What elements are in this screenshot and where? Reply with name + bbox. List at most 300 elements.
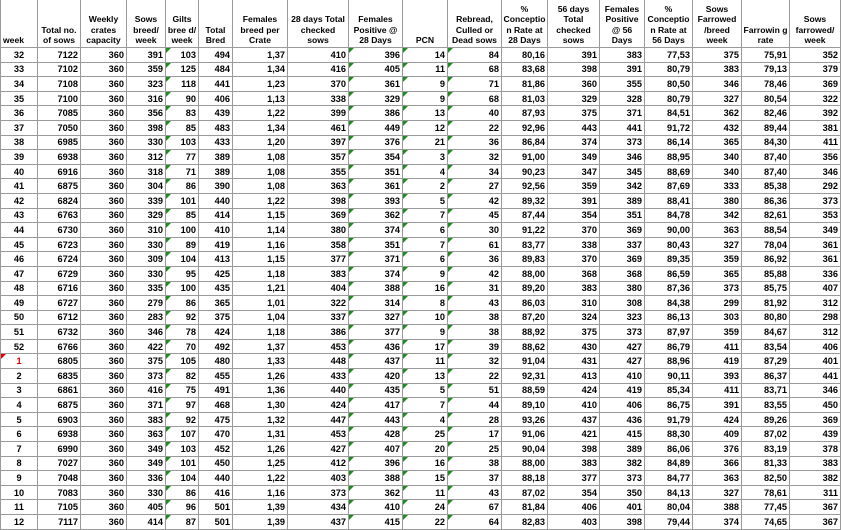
column-header[interactable]: Females breed per Crate [233,0,288,48]
table-cell[interactable]: 413 [199,252,233,267]
table-cell[interactable]: 79,13 [742,62,790,77]
table-cell[interactable]: 7108 [38,77,81,92]
table-cell[interactable]: 393 [693,369,742,384]
table-cell[interactable]: 450 [199,456,233,471]
table-cell[interactable]: 1,22 [233,106,288,121]
table-cell[interactable]: 452 [199,442,233,457]
table-cell[interactable]: 412 [288,456,349,471]
table-cell[interactable]: 322 [288,296,349,311]
table-cell[interactable]: 453 [288,339,349,354]
table-cell[interactable]: 1,16 [233,237,288,252]
table-cell[interactable]: 389 [600,193,645,208]
table-cell[interactable]: 433 [288,369,349,384]
table-cell[interactable]: 6 [403,223,448,238]
table-cell[interactable]: 31 [448,281,502,296]
table-cell[interactable]: 431 [548,354,600,369]
table-cell[interactable]: 42 [448,266,502,281]
column-header[interactable]: Total Bred [199,0,233,48]
table-cell[interactable]: 27 [448,179,502,194]
table-cell[interactable]: 7027 [38,456,81,471]
table-cell[interactable]: 389 [199,150,233,165]
table-cell[interactable]: 22 [403,515,448,530]
week-cell[interactable]: 7 [1,442,38,457]
table-cell[interactable]: 61 [448,237,502,252]
table-cell[interactable]: 311 [790,485,841,500]
table-cell[interactable]: 360 [81,398,127,413]
week-cell[interactable]: 48 [1,281,38,296]
table-cell[interactable]: 86 [166,296,199,311]
week-cell[interactable]: 37 [1,120,38,135]
table-cell[interactable]: 6 [403,252,448,267]
table-cell[interactable]: 43 [448,296,502,311]
table-cell[interactable]: 7117 [38,515,81,530]
table-cell[interactable]: 89,35 [645,252,693,267]
week-cell[interactable]: 1 [1,354,38,369]
table-cell[interactable]: 338 [548,237,600,252]
week-cell[interactable]: 9 [1,471,38,486]
table-cell[interactable]: 410 [199,223,233,238]
table-cell[interactable]: 9 [403,77,448,92]
table-cell[interactable]: 6903 [38,412,81,427]
table-cell[interactable]: 416 [288,62,349,77]
table-cell[interactable]: 88,92 [502,325,548,340]
table-cell[interactable]: 492 [199,339,233,354]
table-cell[interactable]: 346 [600,150,645,165]
table-cell[interactable]: 6729 [38,266,81,281]
table-cell[interactable]: 7105 [38,500,81,515]
table-cell[interactable]: 86,79 [645,339,693,354]
table-cell[interactable]: 80,43 [645,237,693,252]
column-header[interactable]: Gilts bree d/ week [166,0,199,48]
table-cell[interactable]: 43 [448,485,502,500]
table-cell[interactable]: 337 [600,237,645,252]
table-cell[interactable]: 413 [548,369,600,384]
column-header[interactable]: Rebread, Culled or Dead sows [448,0,502,48]
week-cell[interactable]: 42 [1,193,38,208]
table-cell[interactable]: 440 [199,471,233,486]
table-cell[interactable]: 82 [166,369,199,384]
table-cell[interactable]: 449 [349,120,403,135]
table-cell[interactable]: 20 [403,442,448,457]
table-cell[interactable]: 501 [199,500,233,515]
table-cell[interactable]: 38 [448,310,502,325]
table-cell[interactable]: 87 [166,515,199,530]
table-cell[interactable]: 7050 [38,120,81,135]
table-cell[interactable]: 78,46 [742,77,790,92]
table-cell[interactable]: 347 [548,164,600,179]
table-cell[interactable]: 360 [81,120,127,135]
table-cell[interactable]: 89,32 [502,193,548,208]
table-cell[interactable]: 369 [600,252,645,267]
table-cell[interactable]: 392 [790,106,841,121]
table-cell[interactable]: 391 [548,48,600,63]
table-cell[interactable]: 380 [600,281,645,296]
table-cell[interactable]: 10 [403,310,448,325]
table-cell[interactable]: 379 [790,62,841,77]
table-cell[interactable]: 441 [600,120,645,135]
table-cell[interactable]: 450 [790,398,841,413]
table-cell[interactable]: 375 [548,106,600,121]
table-cell[interactable]: 361 [790,252,841,267]
table-cell[interactable]: 9 [403,91,448,106]
table-cell[interactable]: 92,56 [502,179,548,194]
table-cell[interactable]: 1,30 [233,398,288,413]
table-cell[interactable]: 1,22 [233,193,288,208]
table-cell[interactable]: 360 [81,106,127,121]
table-cell[interactable]: 360 [81,223,127,238]
table-cell[interactable]: 362 [349,208,403,223]
table-cell[interactable]: 430 [548,339,600,354]
table-cell[interactable]: 349 [127,442,166,457]
table-cell[interactable]: 81,86 [502,77,548,92]
table-cell[interactable]: 77 [166,150,199,165]
table-cell[interactable]: 360 [81,266,127,281]
table-cell[interactable]: 358 [288,237,349,252]
table-cell[interactable]: 86,92 [742,252,790,267]
table-cell[interactable]: 398 [127,120,166,135]
table-cell[interactable]: 11 [403,485,448,500]
table-cell[interactable]: 420 [349,369,403,384]
table-cell[interactable]: 360 [81,369,127,384]
table-cell[interactable]: 105 [166,354,199,369]
table-cell[interactable]: 339 [127,193,166,208]
table-cell[interactable]: 6916 [38,164,81,179]
week-cell[interactable]: 36 [1,106,38,121]
table-cell[interactable]: 414 [199,208,233,223]
table-cell[interactable]: 380 [288,223,349,238]
table-cell[interactable]: 70 [166,339,199,354]
table-cell[interactable]: 125 [166,62,199,77]
table-cell[interactable]: 360 [81,383,127,398]
table-cell[interactable]: 14 [403,48,448,63]
table-cell[interactable]: 84,30 [742,135,790,150]
table-cell[interactable]: 1,37 [233,339,288,354]
table-cell[interactable]: 360 [81,252,127,267]
table-cell[interactable]: 22 [448,369,502,384]
week-cell[interactable]: 44 [1,223,38,238]
table-cell[interactable]: 453 [288,427,349,442]
table-cell[interactable]: 421 [548,427,600,442]
table-cell[interactable]: 397 [288,135,349,150]
table-cell[interactable]: 398 [548,62,600,77]
table-cell[interactable]: 336 [790,266,841,281]
table-cell[interactable]: 11 [403,62,448,77]
table-cell[interactable]: 283 [127,310,166,325]
table-cell[interactable]: 373 [790,193,841,208]
table-cell[interactable]: 88,18 [502,471,548,486]
table-cell[interactable]: 373 [600,135,645,150]
table-cell[interactable]: 32 [448,354,502,369]
table-cell[interactable]: 87,40 [742,164,790,179]
table-cell[interactable]: 1,08 [233,179,288,194]
table-cell[interactable]: 389 [600,442,645,457]
table-cell[interactable]: 398 [288,193,349,208]
table-cell[interactable]: 360 [548,77,600,92]
table-cell[interactable]: 377 [548,471,600,486]
table-cell[interactable]: 86,06 [645,442,693,457]
table-cell[interactable]: 308 [600,296,645,311]
table-cell[interactable]: 100 [166,281,199,296]
column-header[interactable]: 28 days Total checked sows [288,0,349,48]
table-cell[interactable]: 354 [548,208,600,223]
column-header[interactable]: Sows Farrowed /breed week [693,0,742,48]
table-cell[interactable]: 367 [790,500,841,515]
table-cell[interactable]: 79,44 [645,515,693,530]
table-cell[interactable]: 360 [81,193,127,208]
table-cell[interactable]: 340 [693,164,742,179]
table-cell[interactable]: 407 [349,442,403,457]
week-cell[interactable]: 45 [1,237,38,252]
table-cell[interactable]: 118 [166,77,199,92]
table-cell[interactable]: 88,00 [502,456,548,471]
table-cell[interactable]: 86,37 [742,369,790,384]
table-cell[interactable]: 101 [166,193,199,208]
table-cell[interactable]: 36 [448,252,502,267]
table-cell[interactable]: 88,30 [645,427,693,442]
table-cell[interactable]: 409 [693,427,742,442]
table-cell[interactable]: 312 [790,296,841,311]
week-cell[interactable]: 10 [1,485,38,500]
table-cell[interactable]: 87,97 [645,325,693,340]
table-cell[interactable]: 85,34 [645,383,693,398]
table-cell[interactable]: 75 [166,383,199,398]
table-cell[interactable]: 80,50 [645,77,693,92]
table-cell[interactable]: 81,33 [742,456,790,471]
table-cell[interactable]: 310 [127,223,166,238]
table-cell[interactable]: 87,93 [502,106,548,121]
week-cell[interactable]: 52 [1,339,38,354]
week-cell[interactable]: 51 [1,325,38,340]
table-cell[interactable]: 388 [349,281,403,296]
table-cell[interactable]: 1,16 [233,485,288,500]
table-cell[interactable]: 414 [127,515,166,530]
column-header[interactable]: Sows farrowed/ week [790,0,841,48]
table-cell[interactable]: 25 [403,427,448,442]
week-cell[interactable]: 5 [1,412,38,427]
table-cell[interactable]: 419 [600,383,645,398]
week-cell[interactable]: 2 [1,369,38,384]
table-cell[interactable]: 357 [288,150,349,165]
table-cell[interactable]: 360 [81,500,127,515]
table-cell[interactable]: 89 [166,237,199,252]
table-cell[interactable]: 78,61 [742,485,790,500]
table-cell[interactable]: 360 [81,91,127,106]
table-cell[interactable]: 360 [81,325,127,340]
table-cell[interactable]: 87,44 [502,208,548,223]
table-cell[interactable]: 83 [166,106,199,121]
table-cell[interactable]: 80,79 [645,91,693,106]
table-cell[interactable]: 424 [199,325,233,340]
table-cell[interactable]: 68 [448,91,502,106]
table-cell[interactable]: 103 [166,135,199,150]
column-header[interactable]: Total no. of sows [38,0,81,48]
table-cell[interactable]: 403 [288,471,349,486]
week-cell[interactable]: 3 [1,383,38,398]
table-cell[interactable]: 389 [199,164,233,179]
table-cell[interactable]: 318 [127,164,166,179]
table-cell[interactable]: 407 [790,281,841,296]
table-cell[interactable]: 6835 [38,369,81,384]
table-cell[interactable]: 437 [349,354,403,369]
table-cell[interactable]: 360 [81,164,127,179]
table-cell[interactable]: 359 [693,252,742,267]
table-cell[interactable]: 342 [693,208,742,223]
table-cell[interactable]: 360 [81,339,127,354]
table-cell[interactable]: 359 [548,179,600,194]
table-cell[interactable]: 89,20 [502,281,548,296]
table-cell[interactable]: 353 [790,208,841,223]
table-cell[interactable]: 327 [693,237,742,252]
table-cell[interactable]: 338 [288,91,349,106]
table-cell[interactable]: 351 [600,208,645,223]
table-cell[interactable]: 6727 [38,296,81,311]
table-cell[interactable]: 427 [600,339,645,354]
table-cell[interactable]: 86,36 [742,193,790,208]
table-cell[interactable]: 370 [548,252,600,267]
table-cell[interactable]: 6985 [38,135,81,150]
table-cell[interactable]: 32 [448,150,502,165]
table-cell[interactable]: 90,11 [645,369,693,384]
table-cell[interactable]: 1,34 [233,120,288,135]
table-cell[interactable]: 96 [166,500,199,515]
table-cell[interactable]: 38 [448,456,502,471]
table-cell[interactable]: 81,03 [502,91,548,106]
table-cell[interactable]: 104 [166,471,199,486]
table-cell[interactable]: 93,26 [502,412,548,427]
column-header[interactable]: Females Positive @ 28 Days [349,0,403,48]
table-cell[interactable]: 30 [448,223,502,238]
table-cell[interactable]: 88,69 [645,164,693,179]
table-cell[interactable]: 1,23 [233,77,288,92]
table-cell[interactable]: 6938 [38,150,81,165]
table-cell[interactable]: 89,44 [742,120,790,135]
table-cell[interactable]: 360 [81,515,127,530]
table-cell[interactable]: 388 [349,471,403,486]
table-cell[interactable]: 6766 [38,339,81,354]
table-cell[interactable]: 13 [403,106,448,121]
table-cell[interactable]: 298 [790,310,841,325]
table-cell[interactable]: 370 [548,223,600,238]
table-cell[interactable]: 323 [127,77,166,92]
week-cell[interactable]: 50 [1,310,38,325]
table-cell[interactable]: 84,13 [645,485,693,500]
table-cell[interactable]: 468 [199,398,233,413]
table-cell[interactable]: 84,77 [645,471,693,486]
table-cell[interactable]: 401 [600,500,645,515]
table-cell[interactable]: 356 [790,150,841,165]
table-cell[interactable]: 417 [349,398,403,413]
table-cell[interactable]: 1,39 [233,500,288,515]
table-cell[interactable]: 360 [81,354,127,369]
table-cell[interactable]: 104 [166,252,199,267]
column-header[interactable]: Females Positive @ 56 Days [600,0,645,48]
table-cell[interactable]: 6724 [38,252,81,267]
table-cell[interactable]: 428 [349,427,403,442]
table-cell[interactable]: 427 [288,442,349,457]
table-cell[interactable]: 87,02 [742,427,790,442]
table-cell[interactable]: 427 [600,354,645,369]
table-cell[interactable]: 374 [349,266,403,281]
column-header[interactable]: % Conceptio n Rate at 56 Days [645,0,693,48]
table-cell[interactable]: 369 [600,223,645,238]
table-cell[interactable]: 371 [127,398,166,413]
table-cell[interactable]: 85,38 [742,179,790,194]
table-cell[interactable]: 433 [199,135,233,150]
table-cell[interactable]: 6730 [38,223,81,238]
table-cell[interactable]: 1,25 [233,456,288,471]
table-cell[interactable]: 406 [600,398,645,413]
table-cell[interactable]: 322 [790,91,841,106]
table-cell[interactable]: 346 [127,325,166,340]
table-cell[interactable]: 103 [166,442,199,457]
table-cell[interactable]: 410 [349,500,403,515]
table-cell[interactable]: 6732 [38,325,81,340]
table-cell[interactable]: 292 [790,179,841,194]
table-cell[interactable]: 360 [81,208,127,223]
table-cell[interactable]: 439 [199,106,233,121]
table-cell[interactable]: 5 [403,193,448,208]
table-cell[interactable]: 383 [600,48,645,63]
table-cell[interactable]: 443 [349,412,403,427]
table-cell[interactable]: 51 [448,383,502,398]
table-cell[interactable]: 425 [199,266,233,281]
table-cell[interactable]: 376 [693,442,742,457]
table-cell[interactable]: 100 [166,223,199,238]
table-cell[interactable]: 16 [403,456,448,471]
table-cell[interactable]: 1,08 [233,164,288,179]
table-cell[interactable]: 7 [403,237,448,252]
table-cell[interactable]: 411 [693,383,742,398]
table-cell[interactable]: 396 [349,456,403,471]
table-cell[interactable]: 86,84 [502,135,548,150]
table-cell[interactable]: 355 [288,164,349,179]
table-cell[interactable]: 304 [127,179,166,194]
week-cell[interactable]: 11 [1,500,38,515]
table-cell[interactable]: 85 [166,208,199,223]
table-cell[interactable]: 362 [349,485,403,500]
table-cell[interactable]: 75,91 [742,48,790,63]
table-cell[interactable]: 363 [288,179,349,194]
table-cell[interactable]: 388 [693,500,742,515]
table-cell[interactable]: 86,03 [502,296,548,311]
table-cell[interactable]: 360 [81,237,127,252]
table-cell[interactable]: 28 [448,412,502,427]
table-cell[interactable]: 91,06 [502,427,548,442]
table-cell[interactable]: 303 [693,310,742,325]
table-cell[interactable]: 7083 [38,485,81,500]
table-cell[interactable]: 92,96 [502,120,548,135]
table-cell[interactable]: 37 [448,471,502,486]
table-cell[interactable]: 1,14 [233,223,288,238]
table-cell[interactable]: 351 [349,237,403,252]
table-cell[interactable]: 375 [199,310,233,325]
table-cell[interactable]: 340 [693,150,742,165]
table-cell[interactable]: 95 [166,266,199,281]
table-cell[interactable]: 1,18 [233,325,288,340]
table-cell[interactable]: 365 [199,296,233,311]
table-cell[interactable]: 77,45 [742,500,790,515]
table-cell[interactable]: 416 [127,383,166,398]
table-cell[interactable]: 398 [548,442,600,457]
table-cell[interactable]: 359 [693,325,742,340]
table-cell[interactable]: 419 [199,237,233,252]
table-cell[interactable]: 335 [127,281,166,296]
table-cell[interactable]: 405 [127,500,166,515]
table-cell[interactable]: 483 [199,120,233,135]
table-cell[interactable]: 323 [600,310,645,325]
table-cell[interactable]: 382 [600,456,645,471]
table-cell[interactable]: 74,65 [742,515,790,530]
